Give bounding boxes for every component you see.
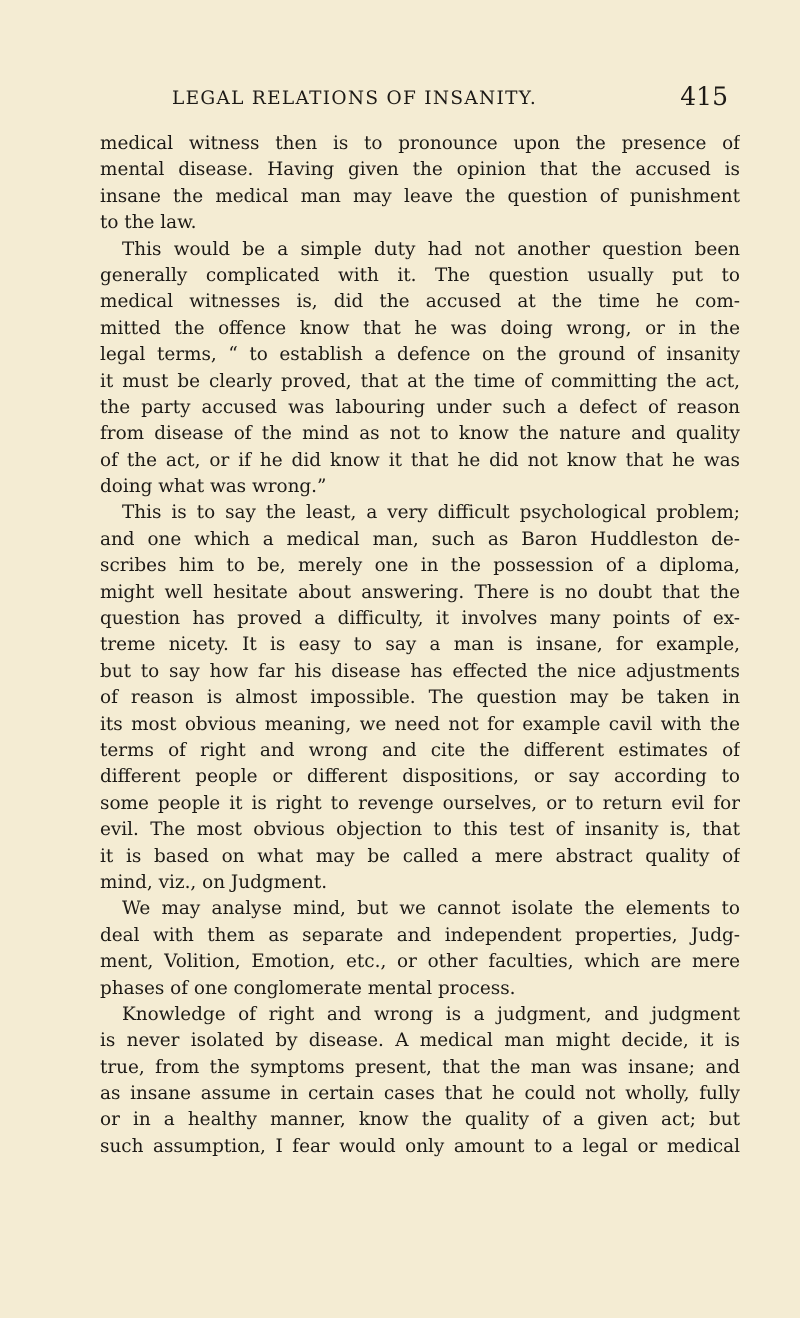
text-line: Knowledge of right and wrong is a judgment, and judgment — [122, 1003, 740, 1025]
text-line: of the act, or if he did know it that he did not know that he was — [100, 449, 740, 471]
text-line: mental disease. Having given the opinion that the accused is — [100, 159, 740, 181]
text-line: mind, viz., on Judgment. — [100, 871, 328, 893]
text-line: is never isolated by disease. A medical man might decide, it is — [100, 1030, 740, 1052]
text-line: This is to say the least, a very difficult psychological problem; — [122, 502, 740, 524]
text-line: such assumption, I fear would only amount to a legal or medical — [100, 1135, 740, 1157]
text-line: different people or different dispositions, or say according to — [100, 766, 740, 788]
text-line: question has proved a difficulty, it involves many points of ex- — [100, 608, 740, 630]
text-line: the party accused was labouring under such a defect of reason — [100, 396, 740, 418]
text-line: or in a healthy manner, know the quality of a given act; but — [100, 1109, 740, 1131]
text-line: some people it is right to revenge ourselves, or to return evil for — [100, 792, 740, 814]
text-line: its most obvious meaning, we need not for example cavil with the — [100, 713, 740, 735]
text-line: from disease of the mind as not to know the nature and quality — [100, 423, 740, 445]
text-line: evil. The most obvious objection to this test of insanity is, that — [100, 819, 740, 841]
running-title: LEGAL RELATIONS OF INSANITY. — [172, 88, 538, 109]
text-line: to the law. — [100, 212, 197, 234]
text-line: doing what was wrong.” — [100, 476, 327, 498]
text-line: phases of one conglomerate mental process. — [100, 977, 516, 999]
text-line: This would be a simple duty had not another question been — [122, 238, 740, 260]
text-line: scribes him to be, merely one in the possession of a diploma, — [100, 555, 740, 577]
text-line: might well hesitate about answering. There is no doubt that the — [100, 581, 740, 603]
text-line: We may analyse mind, but we cannot isolate the elements to — [122, 898, 740, 920]
text-line: true, from the symptoms present, that the man was insane; and — [100, 1056, 740, 1078]
text-line: deal with them as separate and independent properties, Judg- — [100, 924, 740, 946]
text-line: terms of right and wrong and cite the different estimates of — [100, 739, 740, 761]
text-line: as insane assume in certain cases that he could not wholly, fully — [100, 1083, 740, 1105]
text-line: generally complicated with it. The question usually put to — [100, 264, 740, 286]
text-line: treme nicety. It is easy to say a man is insane, for example, — [100, 634, 740, 656]
text-line: medical witnesses is, did the accused at the time he com- — [100, 291, 740, 313]
page-number: 415 — [680, 82, 728, 111]
text-line: but to say how far his disease has effected the nice adjustments — [100, 660, 740, 682]
text-line: ment, Volition, Emotion, etc., or other faculties, which are mere — [100, 951, 740, 973]
text-line: it is based on what may be called a mere abstract quality of — [100, 845, 740, 867]
running-head — [100, 82, 740, 122]
text-line: medical witness then is to pronounce upon the presence of — [100, 133, 740, 154]
text-line: insane the medical man may leave the question of punishment — [100, 185, 740, 207]
body-text — [100, 131, 740, 1160]
text-line: mitted the offence know that he was doing wrong, or in the — [100, 317, 740, 339]
text-line: and one which a medical man, such as Baron Huddleston de- — [100, 528, 740, 550]
text-line: legal terms, “ to establish a defence on the ground of insanity — [100, 344, 740, 366]
text-line: it must be clearly proved, that at the time of committing the act, — [100, 370, 740, 392]
text-line: of reason is almost impossible. The question may be taken in — [100, 687, 740, 709]
